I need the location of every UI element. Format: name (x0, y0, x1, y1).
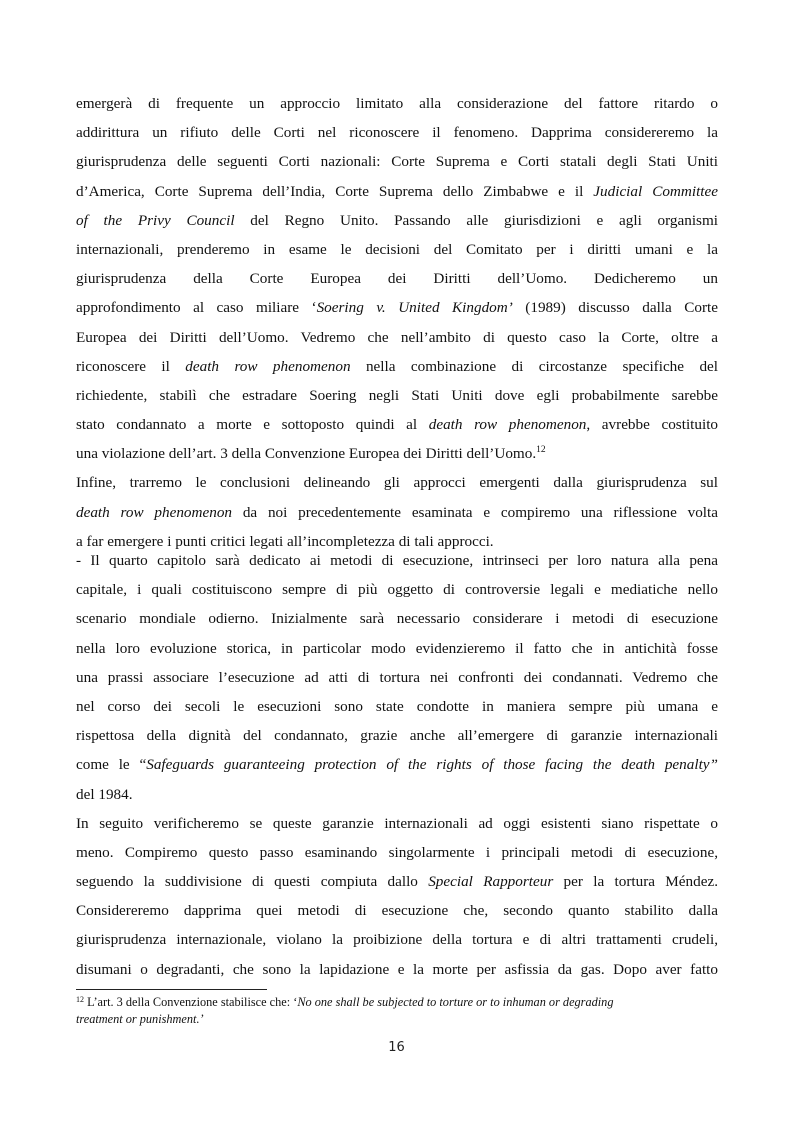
text-segment: una prassi associare l’esecuzione ad atti di tortura nei confronti dei condannati. Vedremo che (76, 668, 718, 686)
text-segment: come le “ (76, 756, 147, 774)
text-line (76, 721, 718, 750)
italic-text: Soering v. United Kingdom’ (316, 299, 513, 317)
text-segment: del 1984. (76, 785, 133, 803)
text-segment: , avrebbe costituito (586, 416, 719, 434)
text-line (76, 692, 718, 721)
text-line (76, 663, 718, 692)
text-line (76, 498, 718, 527)
text-line (76, 750, 718, 779)
footnote (76, 994, 726, 1028)
text-segment: giurisprudenza delle seguenti Corti nazionali: Corte Suprema e Corti statali degli Stati Uniti (76, 153, 718, 171)
text-segment: emergerà di frequente un approccio limitato alla considerazione del fattore ritardo o (76, 95, 718, 112)
text-segment: d’America, Corte Suprema dell’India, Corte Suprema dello Zimbabwe e il (76, 182, 594, 200)
text-line (76, 604, 718, 633)
paragraph-conclusions (76, 468, 718, 556)
footnote-quote: treatment or punishment.’ (76, 1012, 204, 1026)
footnote-reference: 12 (536, 445, 546, 456)
text-segment: riconoscere il (76, 357, 186, 375)
text-segment: per la tortura Méndez. (553, 873, 719, 891)
text-line (76, 352, 718, 381)
text-line (76, 206, 718, 235)
text-segment: In seguito verificheremo se queste garanzie internazionali ad oggi esistenti siano rispettate o (76, 814, 718, 832)
page-number: 16 (388, 1040, 405, 1055)
text-segment: a far emergere i punti critici legati all’incompletezza di tali approcci. (76, 532, 494, 550)
paragraph-fourth-chapter (76, 546, 718, 809)
text-segment: seguendo la suddivisione di questi compiuta dallo (76, 873, 429, 891)
text-segment: stato condannato a morte e sottoposto quindi al (76, 416, 429, 434)
italic-text: death row phenomenon (185, 357, 351, 375)
text-line (76, 575, 718, 604)
body-text-upper (76, 89, 718, 556)
footnote-line (76, 994, 726, 1011)
text-segment: Europea dei Diritti dell’Uomo. Vedremo che nell’ambito di questo caso la Corte, oltre a (76, 328, 718, 346)
footnote-line (76, 1011, 726, 1028)
body-text-lower (76, 546, 718, 984)
text-line (76, 955, 718, 984)
text-segment: addirittura un rifiuto delle Corti nel riconoscere il fenomeno. Dapprima considereremo la (76, 124, 718, 142)
italic-text: of the Privy Council (76, 211, 235, 229)
text-segment: capitale, i quali costituiscono sempre di più oggetto di controversie legali e mediatiche nello (76, 581, 718, 599)
text-segment: richiedente, stabilì che estradare Soering negli Stati Uniti dove egli probabilmente sarebbe (76, 386, 718, 404)
text-line (76, 809, 718, 838)
text-segment: scenario mondiale odierno. Inizialmente sarà necessario considerare i metodi di esecuzione (76, 610, 718, 628)
text-segment: una violazione dell’art. 3 della Convenzione Europea dei Diritti dell’Uomo. (76, 445, 537, 463)
footnote-text: L’art. 3 della Convenzione stabilisce che: ‘ (84, 995, 298, 1009)
text-segment: internazionali, prenderemo in esame le decisioni del Comitato per i diritti umani e la (76, 240, 718, 258)
text-line (76, 546, 718, 575)
italic-text: death row phenomenon (428, 416, 587, 434)
text-line (76, 925, 718, 954)
text-segment: (1989) discusso dalla Corte (512, 299, 718, 317)
footnote-separator (76, 989, 267, 990)
text-segment: giurisprudenza della Corte Europea dei Diritti dell’Uomo. Dedicheremo un (76, 270, 718, 288)
text-line (76, 410, 718, 439)
text-segment: nel corso dei secoli le esecuzioni sono state condotte in maniera sempre più umana e (76, 697, 718, 715)
text-segment: del Regno Unito. Passando alle giurisdizioni e agli organismi (234, 211, 718, 229)
text-segment: da noi precedentemente esaminata e compiremo una riflessione volta (232, 503, 718, 521)
text-line (76, 89, 718, 118)
text-segment: rispettosa della dignità del condannato, grazie anche all’emergere di garanzie internazionali (76, 727, 718, 745)
italic-text: Special Rapporteur (428, 873, 554, 891)
italic-text: Judicial Committee (593, 182, 718, 200)
text-line (76, 264, 718, 293)
text-line (76, 293, 718, 322)
text-line (76, 147, 718, 176)
text-segment: - Il quarto capitolo sarà dedicato ai metodi di esecuzione, intrinseci per loro natura alla pena (76, 552, 718, 569)
text-segment: approfondimento al caso miliare ‘ (76, 299, 317, 317)
text-line (76, 323, 718, 352)
paragraph-soering (76, 89, 718, 468)
footnote-quote: No one shall be subjected to torture or to inhuman or degrading (297, 995, 614, 1009)
text-segment: disumani o degradanti, che sono la lapidazione e la morte per asfissia da gas. Dopo aver fatto (76, 960, 718, 978)
text-line (76, 118, 718, 147)
text-segment: nella combinazione di circostanze specifiche del (350, 357, 718, 375)
text-line (76, 634, 718, 663)
text-line (76, 896, 718, 925)
text-line (76, 780, 718, 809)
italic-text: death row phenomenon (76, 503, 233, 521)
text-line (76, 381, 718, 410)
italic-text: Safeguards guaranteeing protection of the rights of those facing the death penalty” (146, 756, 718, 774)
text-line (76, 177, 718, 206)
text-segment: nella loro evoluzione storica, in particolar modo evidenzieremo il fatto che in antichità fosse (76, 639, 718, 657)
text-line (76, 867, 718, 896)
paragraph-methods (76, 809, 718, 984)
text-line (76, 235, 718, 264)
text-segment: giurisprudenza internazionale, violano la proibizione della tortura e di altri trattamenti crudeli, (76, 931, 718, 949)
text-line (76, 838, 718, 867)
text-segment: Considereremo dapprima quei metodi di esecuzione che, secondo quanto stabilito dalla (76, 902, 718, 920)
text-line (76, 468, 718, 497)
text-segment: meno. Compiremo questo passo esaminando singolarmente i principali metodi di esecuzione, (76, 843, 718, 861)
text-line (76, 439, 718, 468)
footnote-marker: 12 (76, 995, 84, 1004)
text-segment: Infine, trarremo le conclusioni delineando gli approcci emergenti dalla giurisprudenza sul (76, 474, 718, 492)
